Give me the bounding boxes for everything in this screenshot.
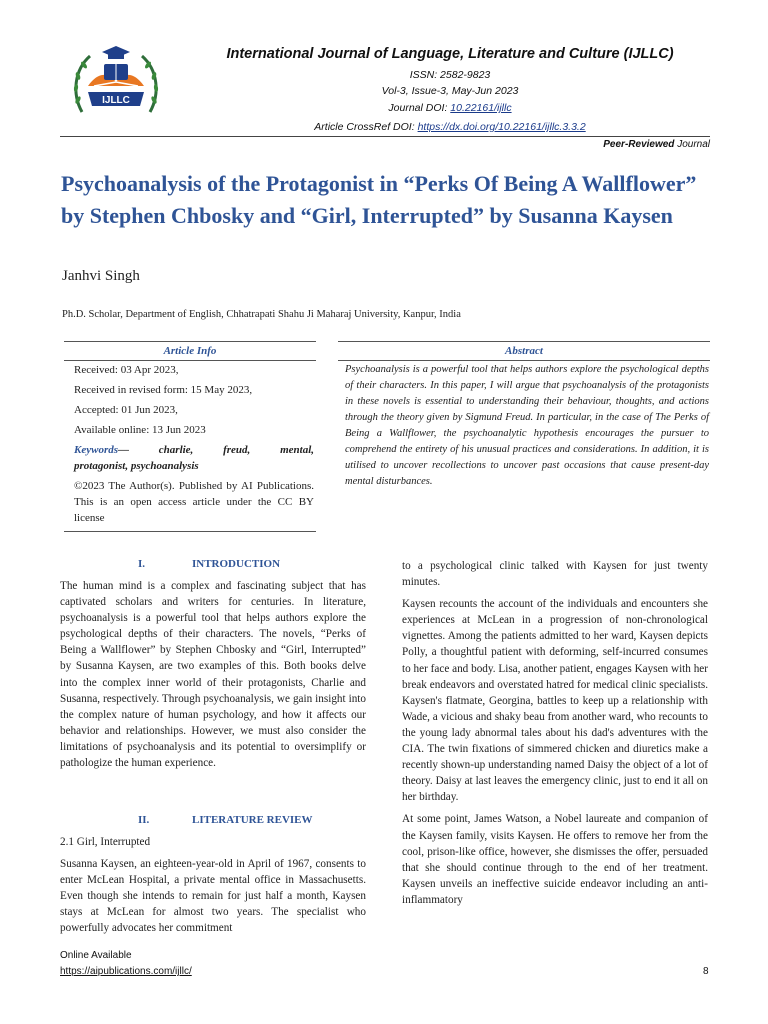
received-date: Received: 03 Apr 2023,: [74, 364, 179, 376]
keywords-line: [74, 442, 314, 458]
journal-doi: [200, 100, 700, 116]
journal-logo: [68, 42, 164, 118]
abstract-text: Psychoanalysis is a powerful tool that helps authors explore the psychological depths of their characters. In this paper, I will argue that psychoanalysis of the protagonists in these novels is essential to understanding their behaviour, thoughts, and actions through the theory given by Sigmund Freud. In particular, in the case of The Perks of Being a Wallflower, the psychoanalytic hypothesis encourages the pursuer to comprehend the entirety of his unusual practices and considerations. In addition, it is utilised to uncover recollections to uncover past occasions that cause present-day mental disturbances.: [345, 364, 709, 487]
right-paragraph-2: Kaysen recounts the account of the individuals and encounters she experiences at McLean in a progression of non-chronological vignettes. Among the patients admitted to her ward, Kaysen depicts Polly, a thoughtful patient with deforming, self-incurred consumes to her face and body. Lisa, another patient, engages Kaysen with her break endeavors and overstated hatred for medical clinic specialists. Kaysen's flatmate, Georgina, battles to keep up a relationship with Wade, a vicious and shaky beau from another ward, who recounts to the young lady abnormal tales about his dad's adventures with the CIA. The twin fixations of simmered chicken and diuretics make a recently shown-up understanding named Daisy the object of a lot of theory. Daisy at last leaves the emergency clinic, just to end it all on her birthday.: [402, 598, 708, 804]
online-date: Available online: 13 Jun 2023: [74, 424, 206, 436]
journal-doi-link[interactable]: 10.22161/ijllc: [450, 102, 512, 114]
article-info: [74, 362, 314, 530]
peer-reviewed-label: [603, 139, 710, 150]
intro-number: I.: [138, 558, 146, 570]
keywords-label: Keywords: [74, 444, 118, 456]
author-affiliation: Ph.D. Scholar, Department of English, Chhatrapati Shahu Ji Maharaj University, Kanpur, India: [62, 309, 461, 320]
journal-title: International Journal of Language, Literature and Culture (IJLLC): [226, 46, 674, 62]
issn: ISSN: 2582-9823: [409, 69, 491, 81]
abstract-heading: Abstract: [338, 341, 710, 361]
left-column-literature: [60, 834, 366, 941]
right-paragraph-3: At some point, James Watson, a Nobel laureate and companion of the Kaysen family, visits Kaysen. He offers to remove her from the cool, prison-like office, however, she dismisses the offer, persuaded that she should continue through to the end of her treatment. Kaysen unveils an ineffective suicide endeavor including an anti-inflammatory: [402, 813, 708, 906]
header-divider: [60, 136, 710, 137]
revised-date: Received in revised form: 15 May 2023,: [74, 384, 253, 396]
literature-paragraph: Susanna Kaysen, an eighteen-year-old in April of 1967, consents to enter McLean Hospital, a private mental office in Massachusetts. Even though she intends to remain for just half a month, Kaysen stays at McLean for almost two years. The specialist who powerfully advocates her commitment: [60, 858, 366, 935]
accepted-date: Accepted: 01 Jun 2023,: [74, 404, 178, 416]
keywords-list-1: — charlie, freud, mental,: [118, 444, 314, 456]
journal-doi-label: Journal DOI:: [388, 102, 451, 114]
article-info-heading: Article Info: [64, 341, 316, 361]
lit-title: LITERATURE REVIEW: [192, 814, 313, 826]
volume-issue: Vol-3, Issue-3, May-Jun 2023: [381, 85, 519, 97]
right-paragraph-1: to a psychological clinic talked with Kaysen for just twenty minutes.: [402, 560, 708, 589]
keywords-list-2: protagonist, psychoanalysis: [74, 460, 199, 472]
left-column-intro: [60, 578, 366, 775]
author-name: Janhvi Singh: [62, 268, 140, 284]
subsection-heading: 2.1 Girl, Interrupted: [60, 836, 151, 848]
intro-paragraph: The human mind is a complex and fascinating subject that has captivated scholars and writers for centuries. In literature, psychoanalysis is a powerful tool that helps authors explore the psychological depths of their characters. The novels, “Perks of Being a Wallflower” by Stephen Chbosky and “Girl, Interrupted” by Susanna Kaysen, are two examples of this. Both books delve into the complex inner world of their protagonists, Charlie and Susanna, respectively. Through psychoanalysis, we gain insight into the complex nature of human psychology, and how it affects our behavior and relationships. However, we must also consider the limitations of psychoanalysis and its potential to oversimplify or pathologize the human experience.: [60, 580, 366, 770]
right-column: [402, 558, 708, 912]
footer-url-link[interactable]: https://aipublications.com/ijllc/: [60, 966, 192, 977]
crossref-doi-link[interactable]: https://dx.doi.org/10.22161/ijllc.3.3.2: [417, 121, 586, 133]
peer-prefix: Peer-Reviewed: [603, 139, 675, 150]
crossref-doi: [200, 119, 700, 135]
license-text: ©2023 The Author(s). Published by AI Publications. This is an open access article under the CC BY license: [74, 480, 314, 524]
page-number: 8: [703, 966, 709, 977]
crossref-doi-label: Article CrossRef DOI:: [314, 121, 418, 133]
article-info-divider: [64, 531, 316, 532]
lit-number: II.: [138, 814, 150, 826]
intro-title: INTRODUCTION: [192, 558, 281, 570]
logo-text: IJLLC: [102, 95, 130, 106]
footer-online-label: Online Available: [60, 950, 132, 961]
article-title: Psychoanalysis of the Protagonist in “Perks Of Being A Wallflower” by Stephen Chbosky and “Girl, Interrupted” by Susanna Kaysen: [61, 171, 697, 228]
peer-suffix: Journal: [674, 139, 710, 150]
